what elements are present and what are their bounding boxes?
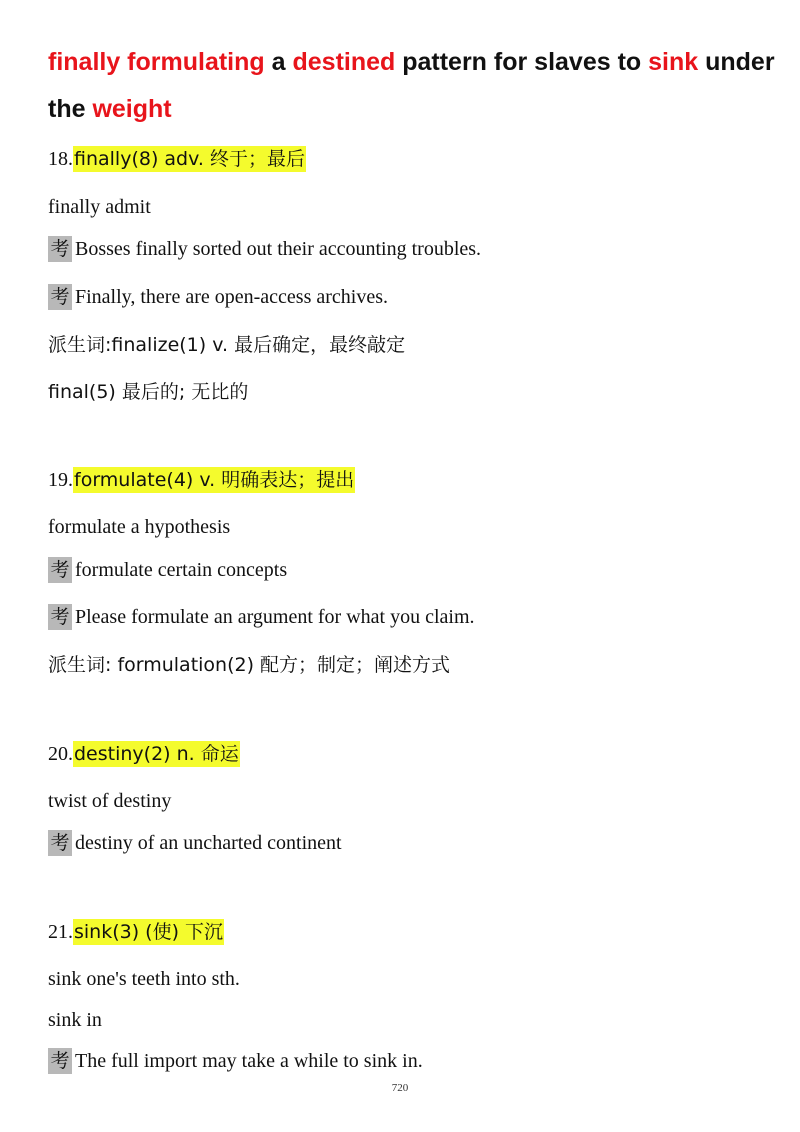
phrase: sink one's teeth into sth.: [48, 968, 240, 990]
example-line: [48, 830, 342, 856]
derived-word: 派生词:finalize(1) v. 最后确定，最终敲定: [48, 334, 406, 356]
example-text: destiny of an uncharted continent: [75, 832, 342, 854]
kao-badge: 考: [48, 1048, 72, 1074]
kao-badge: 考: [48, 604, 72, 630]
kao-badge: 考: [48, 830, 72, 856]
example-text: Please formulate an argument for what you claim.: [75, 606, 475, 628]
example-line: [48, 604, 475, 630]
entry-number: 19.: [48, 469, 73, 491]
headword-highlight: formulate(4) v. 明确表达；提出: [74, 469, 355, 491]
title-segment: pattern for slaves to: [395, 48, 649, 76]
derived-word: final(5) 最后的; 无比的: [48, 381, 249, 403]
title-segment: under: [698, 48, 775, 76]
derived-word: 派生词: formulation(2) 配方；制定；阐述方式: [48, 654, 451, 676]
title-line-1: [48, 48, 775, 77]
example-text: Bosses finally sorted out their accounting troubles.: [75, 238, 482, 260]
example-line: [48, 236, 481, 262]
example-line: [48, 1048, 423, 1074]
title-segment: sink: [648, 48, 699, 76]
kao-badge: 考: [48, 284, 72, 310]
example-line: [48, 284, 388, 310]
example-line: [48, 557, 287, 583]
title-segment: a: [264, 48, 293, 76]
phrase: twist of destiny: [48, 790, 172, 812]
example-text: formulate certain concepts: [75, 559, 288, 581]
example-text: The full import may take a while to sink in.: [75, 1050, 423, 1072]
headword-highlight: sink(3) (使) 下沉: [74, 921, 224, 943]
title-segment: the: [48, 95, 93, 123]
title-segment: weight: [92, 95, 172, 123]
headword-highlight: destiny(2) n. 命运: [74, 743, 239, 765]
phrase: sink in: [48, 1009, 102, 1031]
title-segment: destined: [292, 48, 396, 76]
title-segment: finally formulating: [48, 48, 265, 76]
entry-number: 18.: [48, 148, 73, 170]
entry-20-heading: [48, 741, 240, 767]
entry-19-heading: [48, 467, 355, 493]
phrase: finally admit: [48, 196, 151, 218]
example-text: Finally, there are open-access archives.: [75, 286, 388, 308]
entry-18-heading: [48, 146, 306, 172]
headword-highlight: finally(8) adv. 终于；最后: [74, 148, 305, 170]
phrase: formulate a hypothesis: [48, 516, 231, 538]
title-line-2: [48, 95, 768, 124]
entry-number: 20.: [48, 743, 73, 765]
page-number: 720: [391, 1082, 409, 1094]
entry-21-heading: [48, 919, 224, 945]
entry-number: 21.: [48, 921, 73, 943]
kao-badge: 考: [48, 236, 72, 262]
kao-badge: 考: [48, 557, 72, 583]
